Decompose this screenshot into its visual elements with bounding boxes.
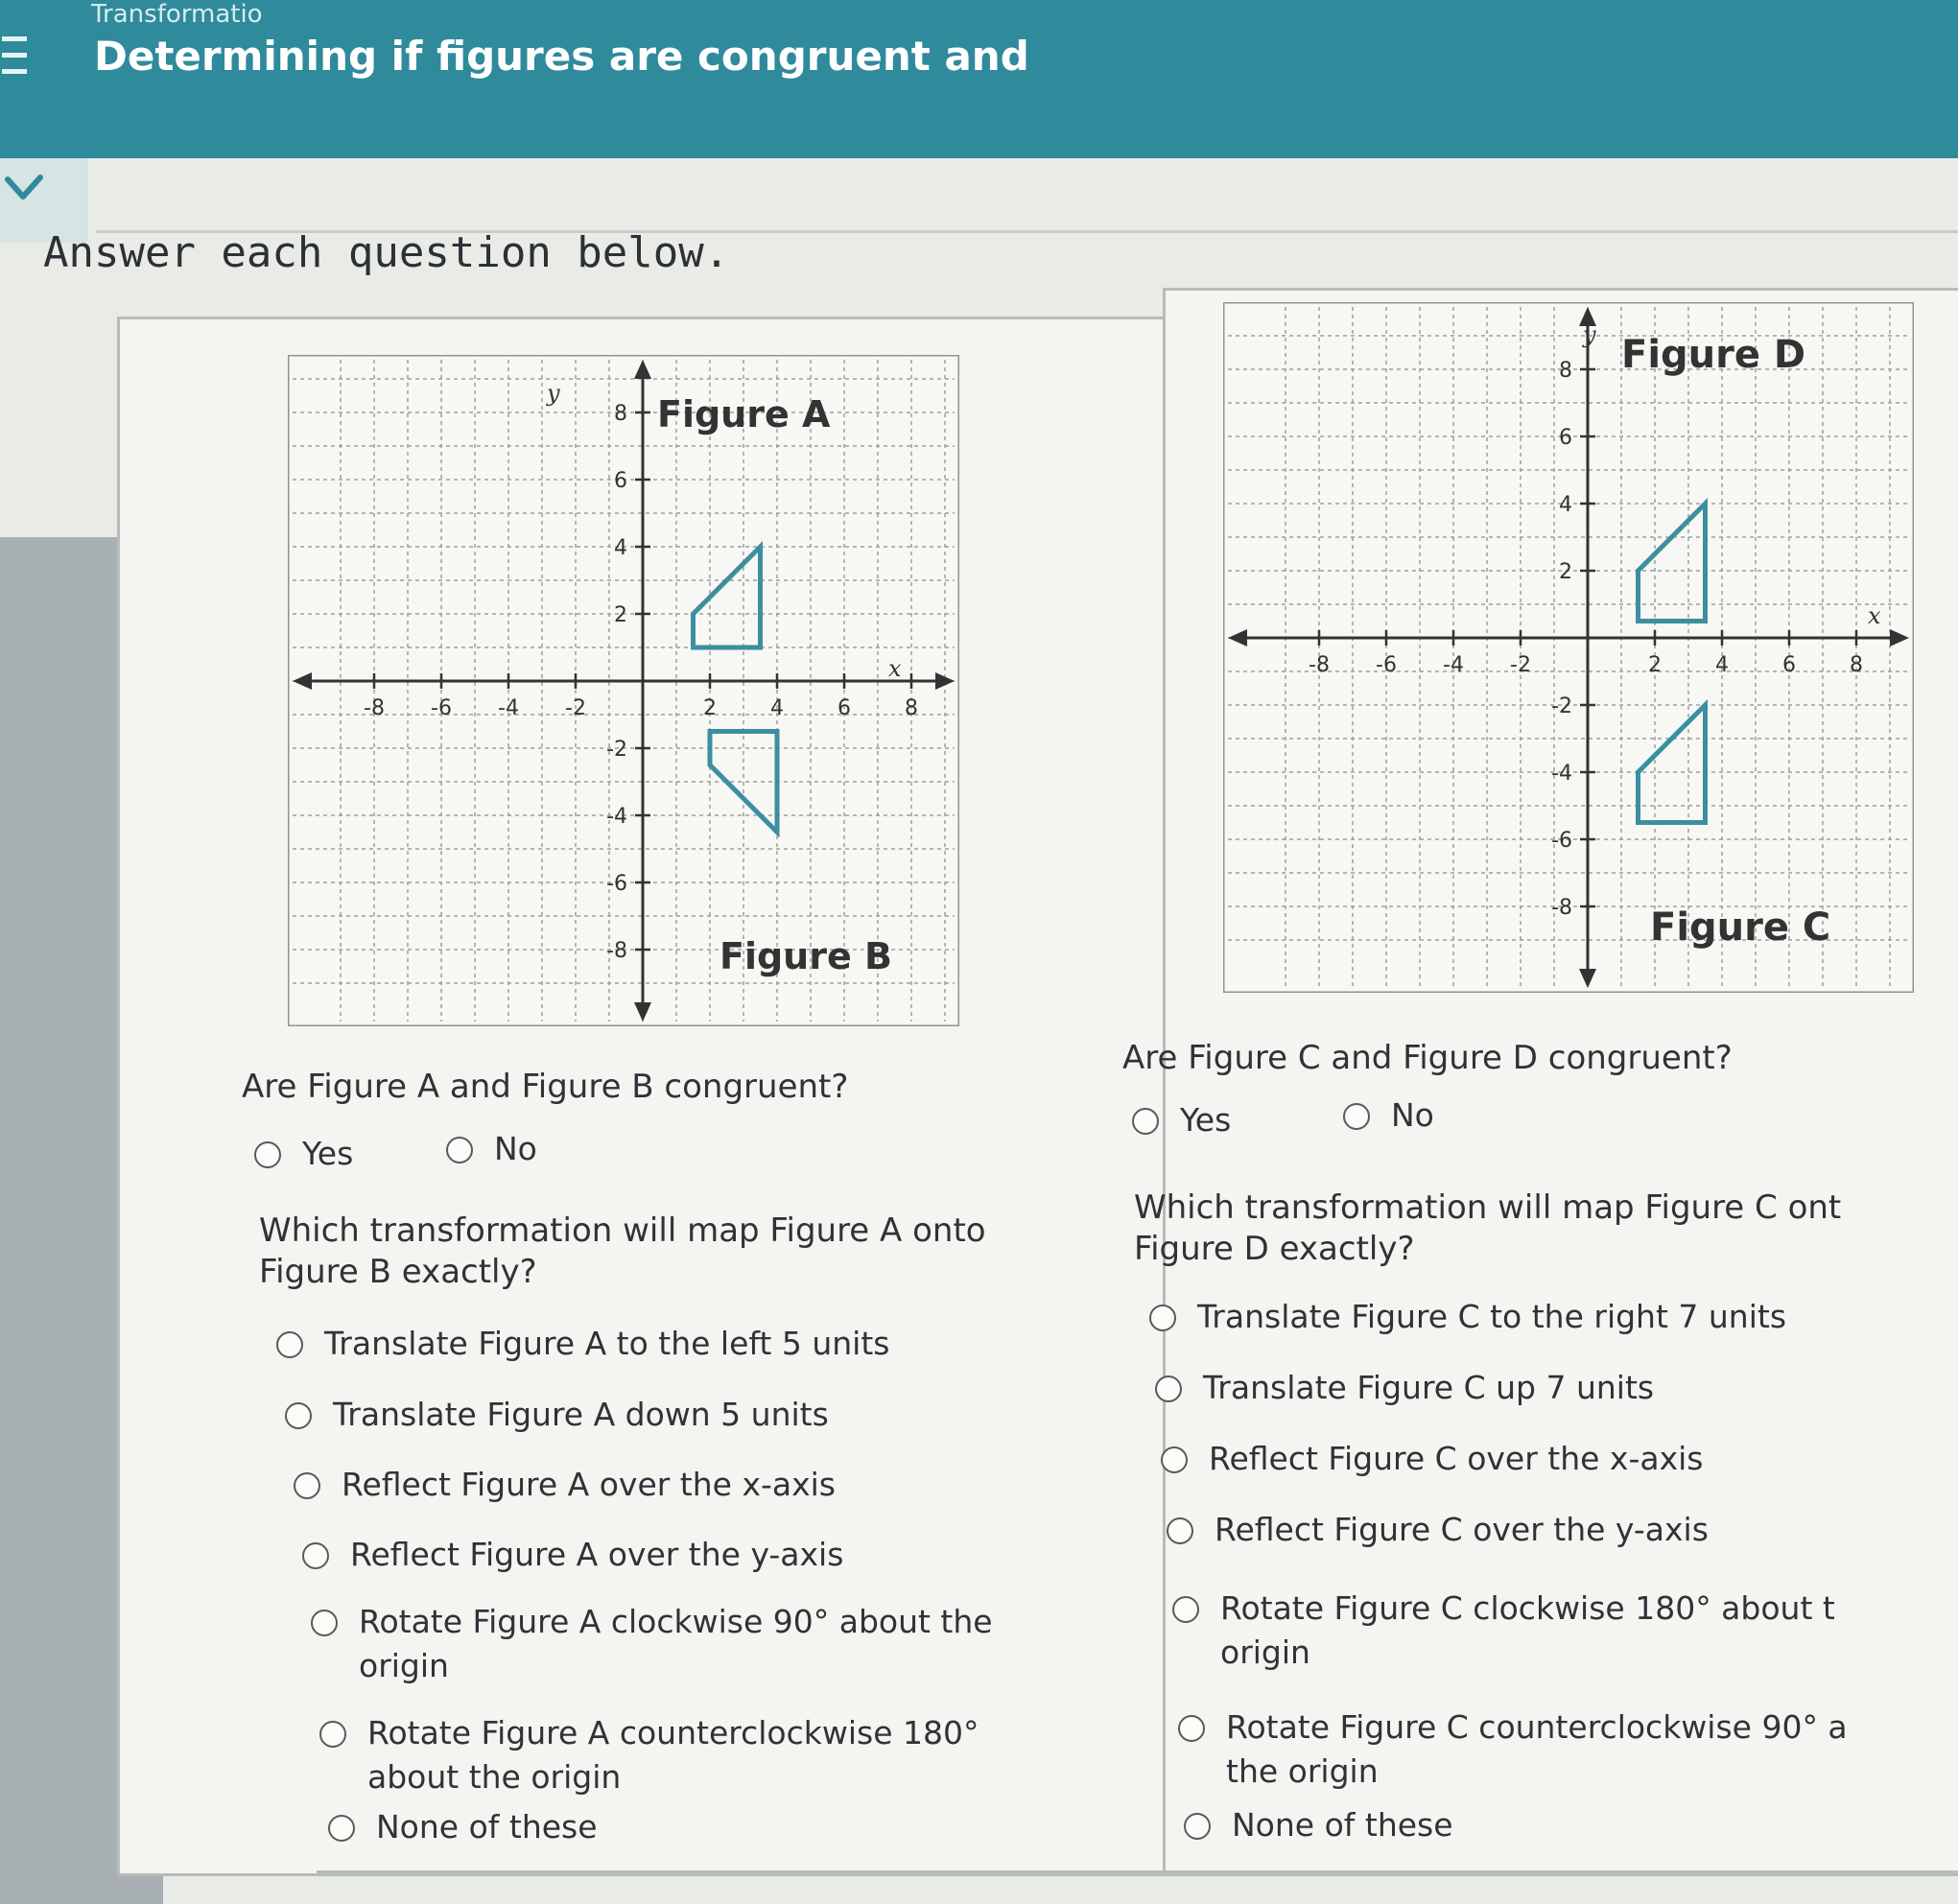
transform-option[interactable] bbox=[1155, 1366, 1654, 1410]
x-tick-label: 4 bbox=[770, 696, 784, 720]
radio-button[interactable] bbox=[446, 1137, 473, 1164]
y-tick-label: -8 bbox=[1551, 896, 1572, 920]
transform-option[interactable] bbox=[276, 1322, 889, 1366]
option-line: Reflect Figure C over the x-axis bbox=[1209, 1440, 1704, 1477]
figure-a-label: Figure A bbox=[657, 393, 831, 435]
x-tick-label: 6 bbox=[1782, 653, 1796, 677]
y-tick-label: 2 bbox=[614, 603, 627, 627]
panel-bottom-border bbox=[317, 1870, 1958, 1873]
option-label bbox=[367, 1711, 979, 1799]
radio-button[interactable] bbox=[1155, 1375, 1182, 1402]
option-line: Reflect Figure A over the y-axis bbox=[350, 1536, 844, 1573]
radio-button[interactable] bbox=[1172, 1596, 1199, 1623]
figure-c-label: Figure C bbox=[1650, 905, 1831, 950]
question-line: Figure D exactly? bbox=[1134, 1230, 1415, 1268]
instructions-text: Answer each question below. bbox=[43, 228, 730, 277]
radio-button[interactable] bbox=[1161, 1446, 1188, 1473]
radio-button[interactable] bbox=[254, 1141, 281, 1168]
option-label bbox=[342, 1463, 836, 1507]
y-tick-label: -2 bbox=[606, 738, 627, 762]
x-tick-label: -4 bbox=[498, 696, 519, 720]
y-tick-label: -8 bbox=[606, 939, 627, 963]
option-line: Reflect Figure A over the x-axis bbox=[342, 1466, 836, 1503]
x-tick-label: -4 bbox=[1443, 653, 1464, 677]
transform-question-left bbox=[259, 1211, 986, 1293]
option-line: origin bbox=[359, 1647, 449, 1684]
option-label bbox=[1215, 1508, 1709, 1552]
x-tick-label: -6 bbox=[1376, 653, 1397, 677]
x-axis-label: x bbox=[888, 655, 902, 682]
option-label bbox=[1232, 1803, 1453, 1847]
transform-option[interactable] bbox=[1184, 1803, 1453, 1847]
transform-option[interactable] bbox=[1178, 1705, 1848, 1794]
option-label bbox=[359, 1600, 993, 1688]
radio-button[interactable] bbox=[319, 1721, 346, 1748]
y-tick-label: -2 bbox=[1551, 694, 1572, 718]
radio-button[interactable] bbox=[294, 1472, 320, 1499]
option-line: Translate Figure C up 7 units bbox=[1203, 1369, 1655, 1406]
transform-option[interactable] bbox=[294, 1463, 836, 1507]
x-tick-label: 2 bbox=[1648, 653, 1662, 677]
y-tick-label: 8 bbox=[1559, 359, 1572, 383]
option-label bbox=[1197, 1295, 1786, 1339]
x-tick-label: 8 bbox=[905, 696, 918, 720]
transform-option[interactable] bbox=[328, 1805, 598, 1849]
radio-button[interactable] bbox=[1132, 1108, 1159, 1135]
congruent-question-right: Are Figure C and Figure D congruent? bbox=[1122, 1039, 1733, 1077]
figure-b-label: Figure B bbox=[720, 935, 892, 977]
chevron-down-icon bbox=[2, 170, 50, 208]
question-line: Which transformation will map Figure A onto bbox=[259, 1211, 986, 1250]
transform-option[interactable] bbox=[285, 1393, 829, 1437]
transform-option[interactable] bbox=[1167, 1508, 1709, 1552]
y-tick-label: 6 bbox=[614, 469, 627, 493]
option-label: Yes bbox=[302, 1135, 354, 1172]
breadcrumb[interactable]: Transformatio bbox=[91, 0, 263, 29]
option-line: None of these bbox=[1232, 1806, 1453, 1844]
radio-button[interactable] bbox=[285, 1402, 312, 1429]
x-tick-label: 6 bbox=[837, 696, 851, 720]
option-line: Rotate Figure C clockwise 180° about t bbox=[1220, 1589, 1835, 1627]
option-line: None of these bbox=[376, 1808, 598, 1845]
radio-button[interactable] bbox=[1167, 1517, 1193, 1544]
coordinate-graph-right bbox=[1223, 302, 1914, 993]
y-tick-label: -6 bbox=[1551, 829, 1572, 853]
option-label: No bbox=[1391, 1096, 1434, 1134]
option-label bbox=[1203, 1366, 1654, 1410]
option-label bbox=[350, 1533, 843, 1577]
x-tick-label: 2 bbox=[703, 696, 717, 720]
option-label bbox=[1226, 1705, 1848, 1794]
x-tick-label: 4 bbox=[1715, 653, 1729, 677]
option-label bbox=[324, 1322, 889, 1366]
transform-option[interactable] bbox=[1149, 1295, 1786, 1339]
option-line: Rotate Figure C counterclockwise 90° a bbox=[1226, 1708, 1848, 1746]
option-label: Yes bbox=[1180, 1101, 1232, 1139]
question-line: Figure B exactly? bbox=[259, 1253, 537, 1291]
y-axis-label: y bbox=[547, 380, 560, 407]
x-tick-label: -2 bbox=[1510, 653, 1531, 677]
figure-d-label: Figure D bbox=[1621, 333, 1806, 377]
radio-button[interactable] bbox=[1178, 1715, 1205, 1742]
page-title: Determining if figures are congruent and bbox=[94, 33, 1029, 80]
x-tick-label: 8 bbox=[1850, 653, 1863, 677]
coordinate-graph-left bbox=[288, 355, 959, 1026]
radio-button[interactable] bbox=[1184, 1813, 1211, 1840]
radio-button[interactable] bbox=[328, 1815, 355, 1842]
option-line: Reflect Figure C over the y-axis bbox=[1215, 1511, 1709, 1548]
option-label bbox=[376, 1805, 598, 1849]
transform-option[interactable] bbox=[1172, 1587, 1835, 1675]
option-line: Translate Figure A to the left 5 units bbox=[324, 1325, 890, 1362]
y-tick-label: 6 bbox=[1559, 426, 1572, 450]
option-line: Rotate Figure A counterclockwise 180° bbox=[367, 1714, 979, 1751]
transform-option[interactable] bbox=[311, 1600, 993, 1688]
x-axis-label: x bbox=[1868, 602, 1881, 629]
option-label: No bbox=[494, 1130, 537, 1167]
y-tick-label: 4 bbox=[1559, 493, 1572, 517]
y-tick-label: -6 bbox=[606, 872, 627, 896]
y-tick-label: 8 bbox=[614, 402, 627, 426]
option-label bbox=[1220, 1587, 1835, 1675]
radio-button[interactable] bbox=[276, 1331, 303, 1358]
option-line: Translate Figure C to the right 7 units bbox=[1197, 1298, 1787, 1335]
yes-radio-left[interactable] bbox=[254, 1132, 353, 1176]
option-line: Rotate Figure A clockwise 90° about the bbox=[359, 1603, 993, 1640]
menu-icon[interactable] bbox=[2, 36, 27, 82]
transform-question-right bbox=[1134, 1187, 1841, 1270]
y-tick-label: 2 bbox=[1559, 560, 1572, 584]
option-line: origin bbox=[1220, 1634, 1310, 1671]
no-radio-right[interactable] bbox=[1343, 1093, 1434, 1138]
option-line: the origin bbox=[1226, 1752, 1379, 1790]
transform-option[interactable] bbox=[1161, 1437, 1703, 1481]
header-bar bbox=[0, 0, 1958, 158]
option-label bbox=[1209, 1437, 1703, 1481]
no-radio-left[interactable] bbox=[446, 1127, 537, 1171]
radio-button[interactable] bbox=[1149, 1305, 1176, 1331]
option-line: about the origin bbox=[367, 1758, 622, 1796]
x-tick-label: -6 bbox=[431, 696, 452, 720]
congruent-question-left: Are Figure A and Figure B congruent? bbox=[242, 1068, 849, 1106]
transform-option[interactable] bbox=[302, 1533, 843, 1577]
y-tick-label: -4 bbox=[1551, 762, 1572, 786]
y-axis-label: y bbox=[1583, 321, 1596, 348]
option-line: Translate Figure A down 5 units bbox=[333, 1396, 829, 1433]
option-label bbox=[333, 1393, 829, 1437]
x-tick-label: -8 bbox=[1309, 653, 1330, 677]
radio-button[interactable] bbox=[302, 1542, 329, 1569]
question-line: Which transformation will map Figure C ont bbox=[1134, 1188, 1842, 1227]
transform-option[interactable] bbox=[319, 1711, 979, 1799]
y-tick-label: -4 bbox=[606, 805, 627, 829]
x-tick-label: -8 bbox=[364, 696, 385, 720]
y-tick-label: 4 bbox=[614, 536, 627, 560]
radio-button[interactable] bbox=[311, 1610, 338, 1636]
x-tick-label: -2 bbox=[565, 696, 586, 720]
radio-button[interactable] bbox=[1343, 1103, 1370, 1130]
yes-radio-right[interactable] bbox=[1132, 1098, 1231, 1142]
